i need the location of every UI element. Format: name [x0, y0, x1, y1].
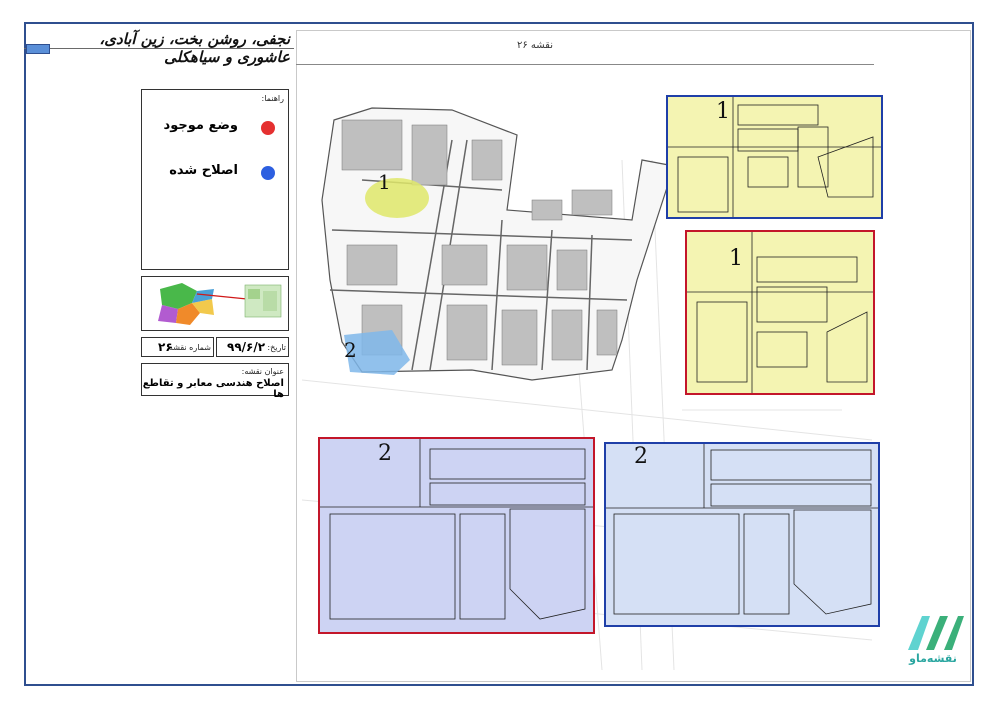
zone-1-highlight: [365, 178, 429, 218]
title-value: اصلاح هندسی معابر و تقاطع ها: [142, 378, 284, 400]
inset-2-modified: [604, 442, 880, 627]
map-no-value: ۲۶: [158, 340, 173, 354]
inset-1-modified-graphic: [668, 97, 881, 217]
title-label: عنوان نقشه:: [241, 367, 284, 376]
inset-1-existing-label: 1: [729, 246, 743, 271]
legend-label-existing: وضع موجود: [163, 118, 238, 133]
date-value: ۹۹/۶/۲: [227, 340, 266, 354]
inset-2-existing-label: 2: [378, 441, 392, 466]
inset-1-existing: [685, 230, 875, 395]
locator-map: [141, 276, 289, 331]
locator-block: [263, 291, 277, 311]
info-mapno-box: [141, 337, 214, 357]
zone-1-label: 1: [378, 170, 391, 194]
legend-label-modified: اصلاح شده: [169, 163, 238, 178]
brand-logo-icon: [900, 610, 966, 654]
corner-tab: [26, 44, 50, 54]
inset-1-modified-label: 1: [716, 99, 730, 124]
map-no-label: شماره نقشه:: [166, 343, 211, 352]
date-label: تاریخ:: [267, 343, 286, 352]
locator-map-graphic: [142, 277, 288, 330]
map-number-header: نقشه ۲۶: [516, 40, 554, 51]
inset-1-modified: [666, 95, 883, 219]
inset-2-modified-label: 2: [634, 444, 648, 469]
legend-dot-modified: [261, 166, 275, 180]
project-title: نجفی، روشن بخت، زین آبادی، عاشوری و سیاهکلی: [99, 30, 290, 66]
legend-dot-existing: [261, 121, 275, 135]
inset-2-existing: [318, 437, 595, 634]
legend-heading: راهنما:: [261, 94, 284, 103]
brand-logo-text: نقشه‌ماو: [909, 652, 957, 665]
inset-2-modified-graphic: [606, 444, 878, 625]
zone-2-label: 2: [344, 338, 357, 362]
inset-1-existing-graphic: [687, 232, 873, 393]
info-title-box: [141, 363, 289, 400]
info-date-box: [216, 337, 289, 357]
inset-2-existing-graphic: [320, 439, 593, 632]
legend-panel: [141, 89, 289, 270]
brand-logo: [900, 610, 966, 672]
header-divider: [296, 64, 874, 65]
locator-block: [248, 289, 260, 299]
